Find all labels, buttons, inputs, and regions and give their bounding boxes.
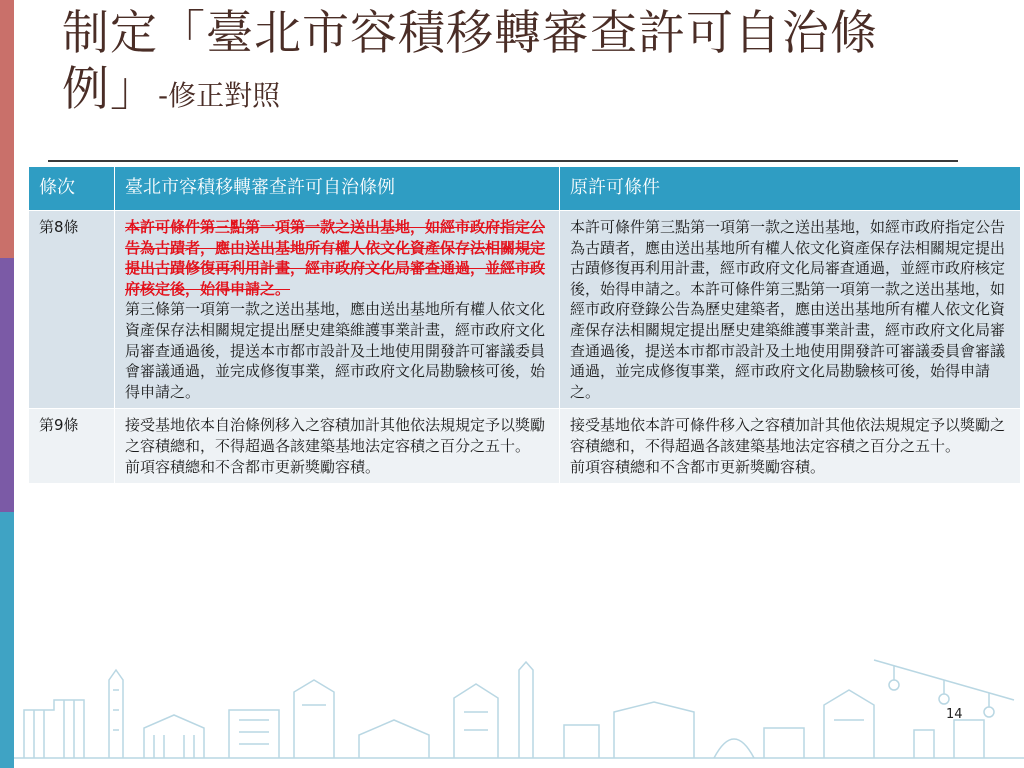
accent-bar-purple — [0, 258, 14, 512]
new-ordinance-cell: 接受基地依本自治條例移入之容積加計其他依法規規定予以獎勵之容積總和，不得超過各該建築基地法定容積之百分之五十。 前項容積總和不含都市更新獎勵容積。 — [115, 409, 560, 484]
original-conditions-cell: 接受基地依本許可條件移入之容積加計其他依法規規定予以獎勵之容積總和，不得超過各該建築基地法定容積之百分之五十。 前項容積總和不含都市更新獎勵容積。 — [560, 409, 1021, 484]
slide-title-main: 制定「臺北市容積移轉審查許可自治條例」 — [62, 6, 878, 117]
accent-bar-red — [0, 0, 14, 258]
taipei-skyline-illustration — [14, 640, 1024, 768]
header-article: 條次 — [29, 167, 115, 211]
deleted-text: 本許可條件第三點第一項第一款之送出基地，如經市政府指定公告為古蹟者，應由送出基地所有權人依文化資產保存法相關規定提出古蹟修復再利用計畫，經市政府文化局審查通過，並經市政府核定後，始得申請之。 — [125, 218, 546, 298]
table-header-row — [29, 167, 1021, 211]
table-row — [29, 409, 1021, 484]
title-divider — [48, 160, 958, 162]
accent-bar-blue — [0, 512, 14, 768]
comparison-table — [28, 166, 1021, 484]
original-conditions-cell: 本許可條件第三點第一項第一款之送出基地，如經市政府指定公告為古蹟者，應由送出基地所有權人依文化資產保存法相關規定提出古蹟修復再利用計畫，經市政府文化局審查通過，並經市政府核定後，始得申請之。本許可條件第三點第一項第一款之送出基地，如經市政府登錄公告為歷史建築者，應由送出基地所有權人依文化資產保存法相關規定提出歷史建築維護事業計畫，經市政府文化局審查通過後，提送本市都市設計及土地使用開發許可審議委員會審議通過，並完成修復事業，經市政府文化局勘驗核可後，始得申請之。 — [560, 211, 1021, 409]
page-number: 14 — [946, 707, 963, 722]
slide-title — [62, 6, 982, 124]
amended-text: 第三條第一項第一款之送出基地，應由送出基地所有權人依文化資產保存法相關規定提出歷史建築維護事業計畫，經市政府文化局審查通過後，提送本市都市設計及土地使用開發許可審議委員會審議通過，並完成修復事業，經市政府文化局勘驗核可後，始得申請之。 — [125, 300, 546, 401]
header-original-conditions: 原許可條件 — [560, 167, 1021, 211]
article-cell: 第9條 — [29, 409, 115, 484]
table-row — [29, 211, 1021, 409]
slide-title-sub: -修正對照 — [158, 79, 281, 112]
new-ordinance-cell — [115, 211, 560, 409]
article-cell: 第8條 — [29, 211, 115, 409]
header-new-ordinance: 臺北市容積移轉審查許可自治條例 — [115, 167, 560, 211]
